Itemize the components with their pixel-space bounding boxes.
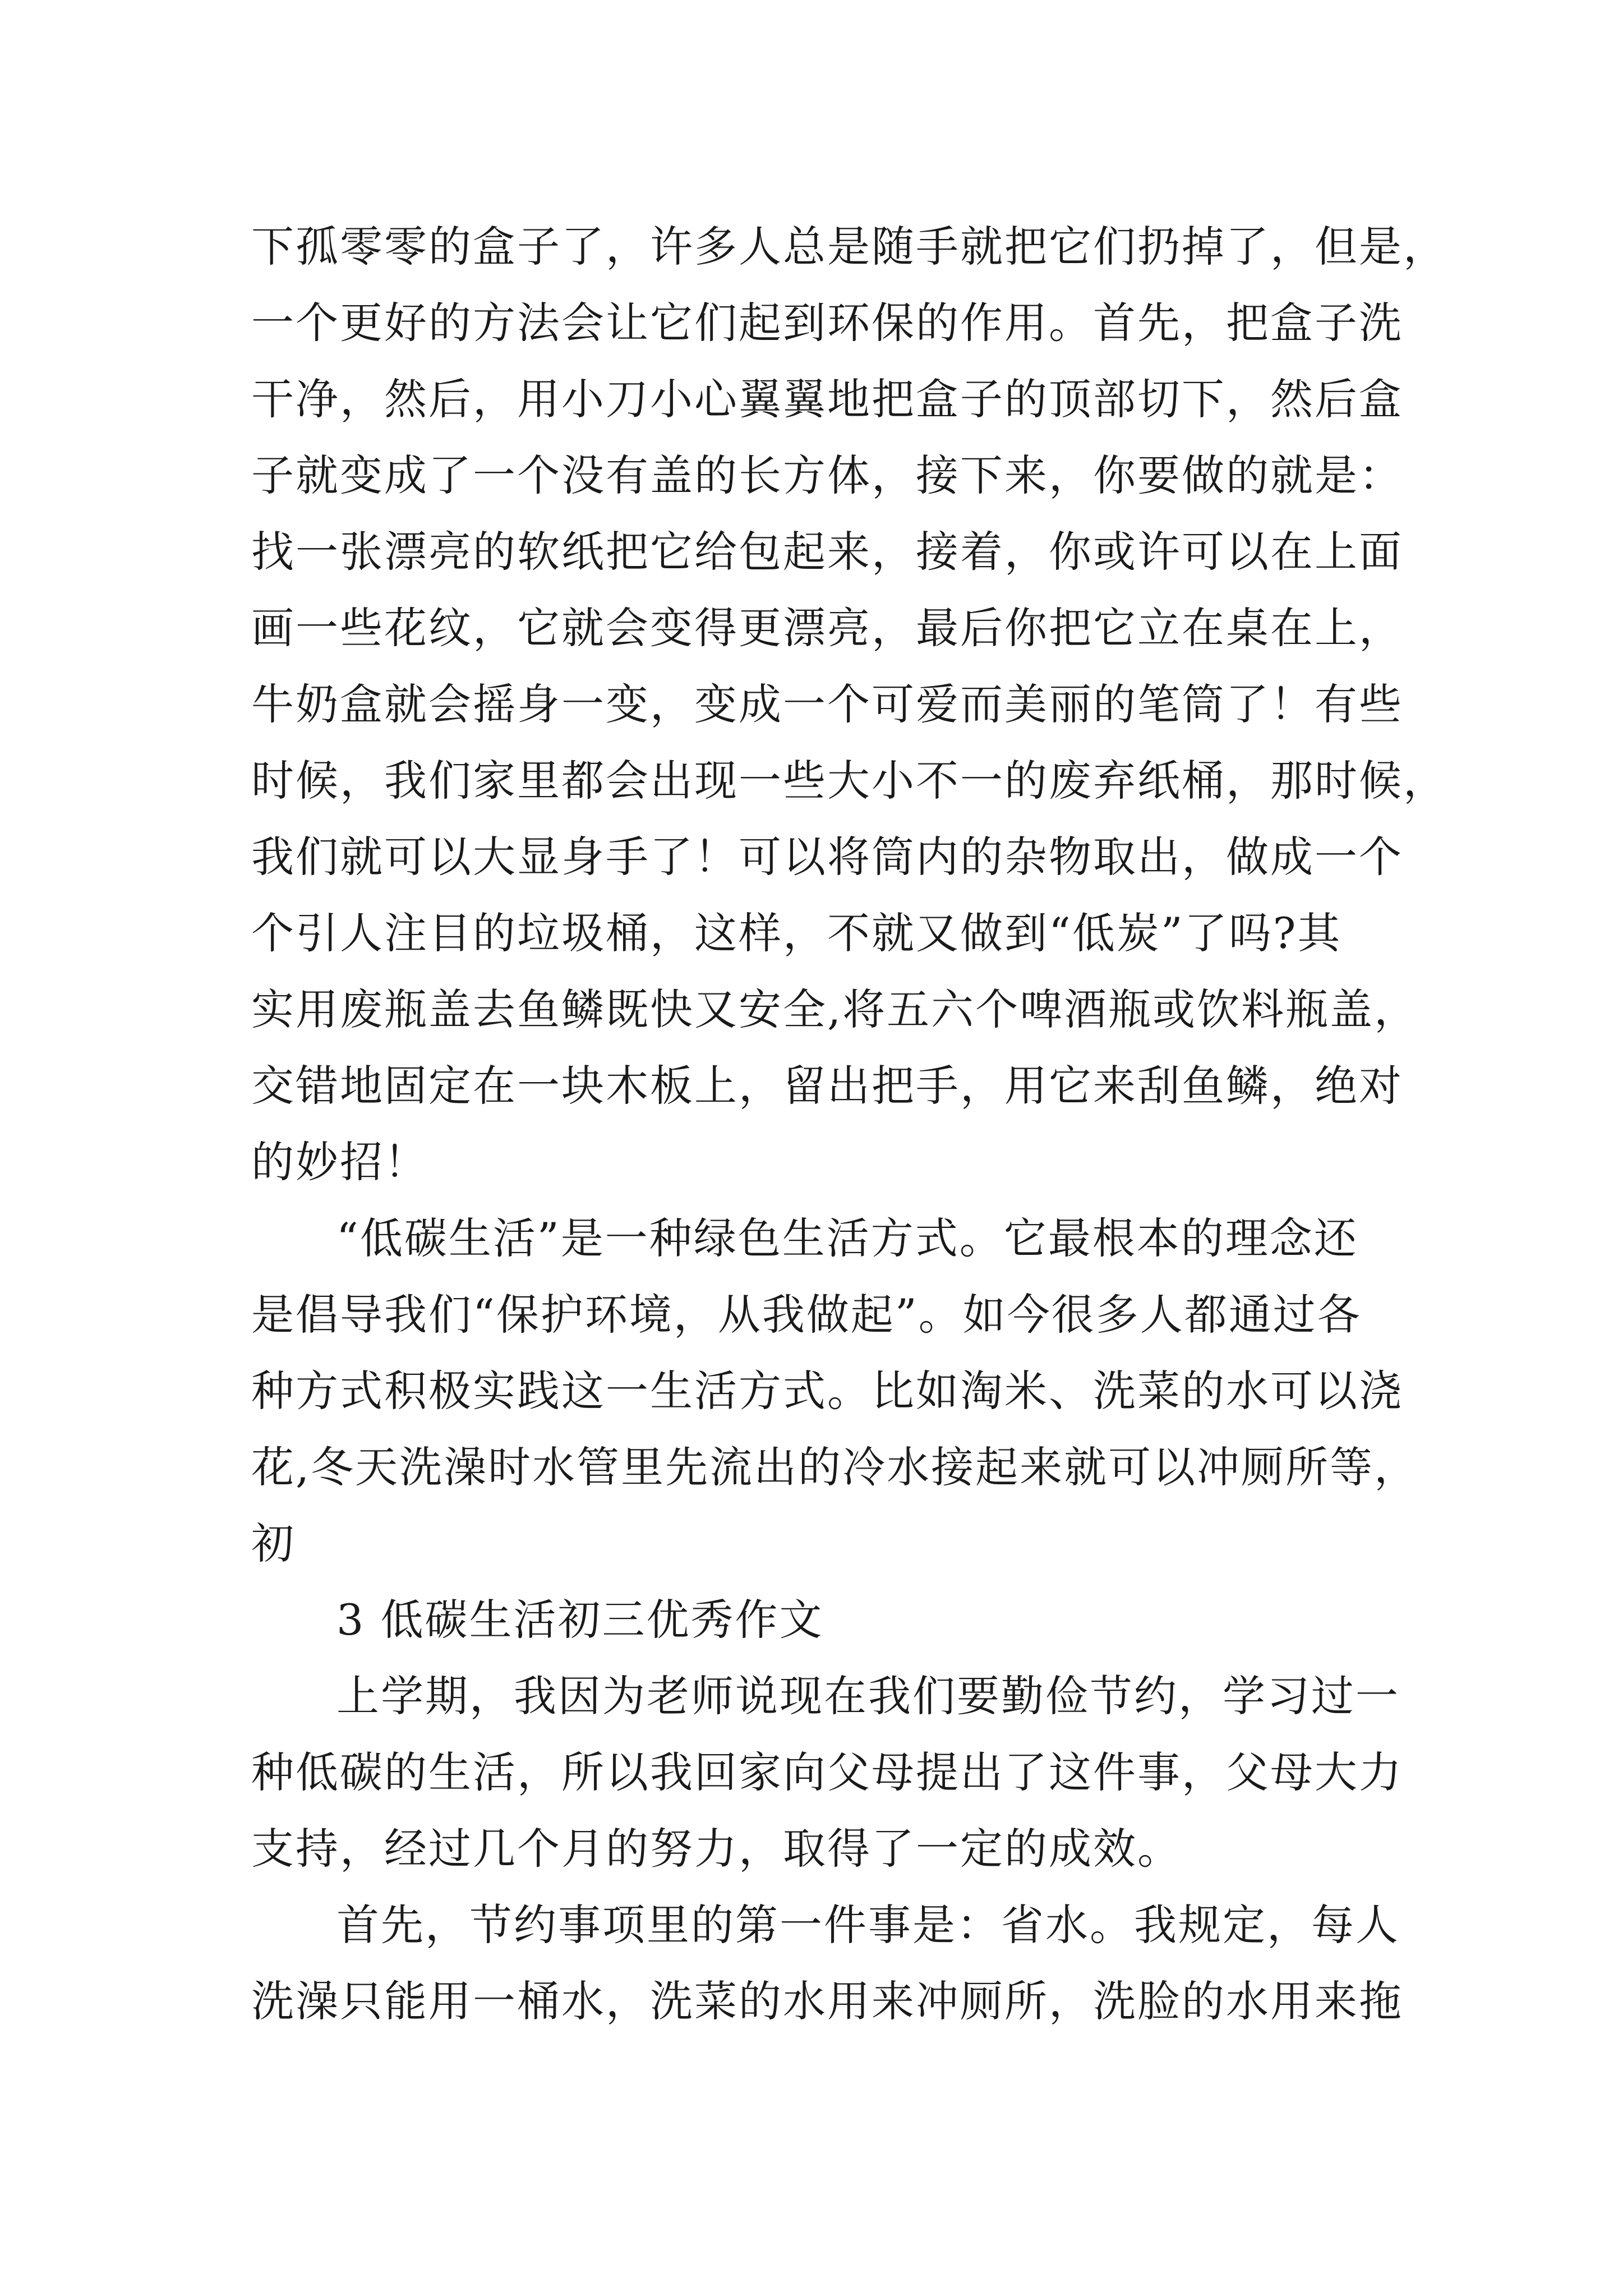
- text-line: 找一张漂亮的软纸把它给包起来，接着，你或许可以在上面: [251, 527, 1403, 577]
- text-line: 牛奶盒就会摇身一变，变成一个可爱而美丽的笔筒了！有些: [251, 679, 1403, 729]
- text-line: 支持，经过几个月的努力，取得了一定的成效。: [251, 1824, 1182, 1874]
- text-line: 子就变成了一个没有盖的长方体，接下来，你要做的就是：: [251, 450, 1403, 500]
- text-line: 我们就可以大显身手了！可以将筒内的杂物取出，做成一个: [251, 832, 1403, 882]
- text-line: 干净，然后，用小刀小心翼翼地把盒子的顶部切下，然后盒: [251, 374, 1403, 424]
- text-line: 画一些花纹，它就会变得更漂亮，最后你把它立在桌在上，: [251, 603, 1403, 653]
- paragraph-start-line: “低碳生活”是一种绿色生活方式。它最根本的理念还: [336, 1213, 1358, 1263]
- text-line: 种方式积极实践这一生活方式。比如淘米、洗菜的水可以浇: [251, 1366, 1403, 1416]
- document-body: [251, 209, 1447, 2040]
- text-line: 下孤零零的盒子了，许多人总是随手就把它们扔掉了，但是，: [251, 222, 1447, 272]
- text-line: 的妙招！: [251, 1137, 428, 1187]
- text-line: 时候，我们家里都会出现一些大小不一的废弃纸桶，那时候，: [251, 756, 1447, 806]
- text-line: 实用废瓶盖去鱼鳞既快又安全,将五六个啤酒瓶或饮料瓶盖，: [251, 984, 1419, 1034]
- text-line: 种低碳的生活，所以我回家向父母提出了这件事，父母大力: [251, 1747, 1403, 1797]
- text-line: 洗澡只能用一桶水，洗菜的水用来冲厕所，洗脸的水用来拖: [251, 1976, 1403, 2026]
- paragraph-start-line: 上学期，我因为老师说现在我们要勤俭节约，学习过一: [336, 1671, 1400, 1721]
- text-line: 一个更好的方法会让它们起到环保的作用。首先，把盒子洗: [251, 298, 1403, 348]
- text-line: 是倡导我们“保护环境，从我做起”。如今很多人都通过各: [251, 1290, 1362, 1340]
- paragraph-start-line: 首先，节约事项里的第一件事是：省水。我规定，每人: [336, 1900, 1400, 1950]
- text-line: 个引人注目的垃圾桶，这样，不就又做到“低炭”了吗?其: [251, 908, 1342, 958]
- text-line: 初: [251, 1519, 296, 1568]
- section-heading: 3 低碳生活初三优秀作文: [336, 1595, 824, 1645]
- text-line: 交错地固定在一块木板上，留出把手，用它来刮鱼鳞，绝对: [251, 1061, 1403, 1111]
- text-line: 花,冬天洗澡时水管里先流出的冷水接起来就可以冲厕所等，: [251, 1442, 1419, 1492]
